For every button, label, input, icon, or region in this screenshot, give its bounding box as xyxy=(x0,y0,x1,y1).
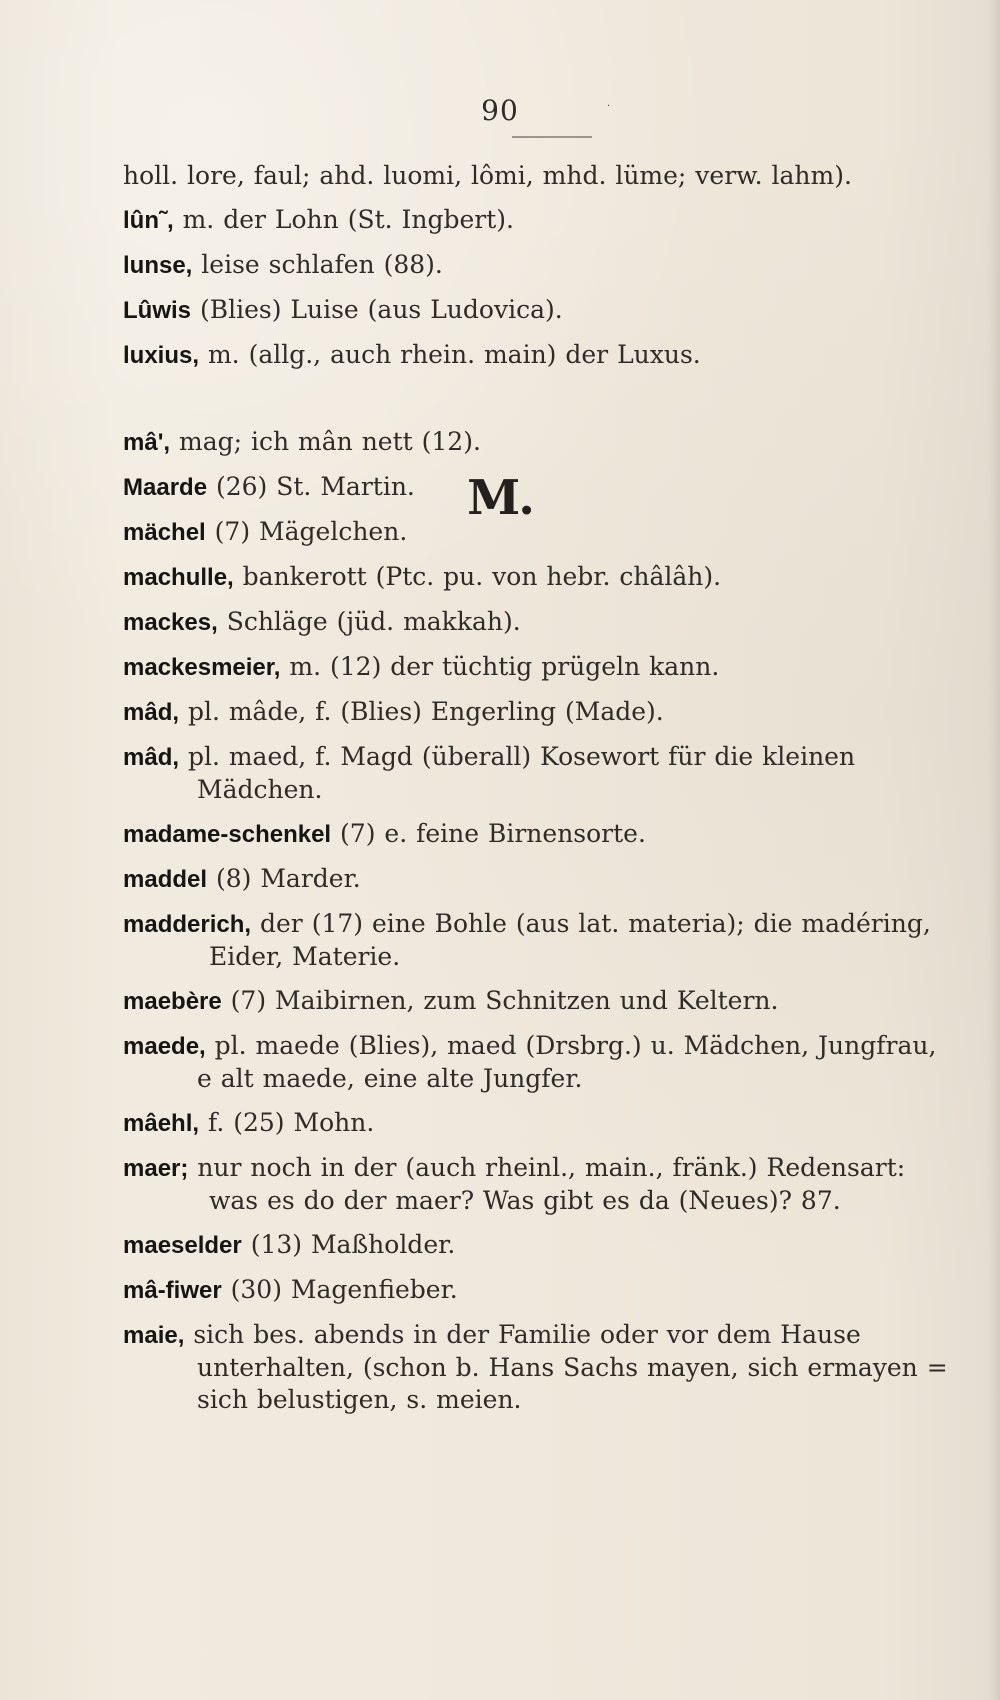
entry-line xyxy=(123,160,951,192)
entry-text: (13) Maßholder. xyxy=(241,1230,456,1259)
entry-text: (30) Magenfieber. xyxy=(221,1275,458,1304)
entry-text: Schläge (jüd. makkah). xyxy=(217,607,521,636)
headword: lunse, xyxy=(123,252,193,279)
entry-line xyxy=(123,1274,951,1307)
headword: madderich, xyxy=(123,911,252,938)
entry-line xyxy=(123,1152,951,1217)
entry-line xyxy=(123,204,951,237)
headword: mâd, xyxy=(123,699,180,726)
entry-line xyxy=(123,339,951,372)
headword: mackesmeier, xyxy=(123,654,281,681)
headword: mâ-fiwer xyxy=(123,1277,222,1304)
page-number: 90 xyxy=(481,94,519,127)
entry-line xyxy=(123,651,951,684)
headword: maeselder xyxy=(123,1232,242,1259)
entry-text: leise schlafen (88). xyxy=(192,250,443,279)
entry-line xyxy=(123,818,951,851)
entry-text: (7) e. feine Birnensorte. xyxy=(331,819,646,848)
entry-line xyxy=(123,741,951,806)
page-number-rule xyxy=(512,136,592,138)
headword: maie, xyxy=(123,1322,185,1349)
entry-text: bankerott (Ptc. pu. von hebr. châlâh). xyxy=(233,562,722,591)
entry-text: holl. lore, faul; ahd. luomi, lômi, mhd. lüme; verw. lahm). xyxy=(123,161,852,190)
headword: lûn˜, xyxy=(123,207,174,234)
headword: mächel xyxy=(123,519,206,546)
entry-text: sich bes. abends in der Familie oder vor dem Hause unterhalten, (schon b. Hans Sachs mayen, sich ermayen = sich belustigen, s. meien. xyxy=(184,1320,948,1414)
headword: maer; xyxy=(123,1155,189,1182)
headword: madame-schenkel xyxy=(123,821,332,848)
entry-text: nur noch in der (auch rheinl., main., fränk.) Redensart: was es do der maer? Was gibt es da (Neues)? 87. xyxy=(188,1153,906,1215)
entry-line xyxy=(123,426,951,459)
entry-line xyxy=(123,1319,951,1416)
entry-line xyxy=(123,863,951,896)
entry-line xyxy=(123,249,951,282)
headword: luxius, xyxy=(123,342,200,369)
entry-line xyxy=(123,985,951,1018)
headword: mâehl, xyxy=(123,1110,200,1137)
entry-text: (7) Maibirnen, zum Schnitzen und Keltern. xyxy=(221,986,779,1015)
entry-line xyxy=(123,908,951,973)
entry-text: (8) Marder. xyxy=(207,864,361,893)
headword: maddel xyxy=(123,866,208,893)
headword: Lûwis xyxy=(123,297,192,324)
headword: machulle, xyxy=(123,564,234,591)
entry-text: m. (12) der tüchtig prügeln kann. xyxy=(280,652,720,681)
entry-line xyxy=(123,1030,951,1095)
headword: mâd, xyxy=(123,744,180,771)
entry-line xyxy=(123,1107,951,1140)
entry-line xyxy=(123,606,951,639)
headword: maebère xyxy=(123,988,222,1015)
entry-text: m. (allg., auch rhein. main) der Luxus. xyxy=(199,340,701,369)
entry-text: m. der Lohn (St. Ingbert). xyxy=(173,205,514,234)
entry-text: pl. maed, f. Magd (überall) Kosewort für die kleinen Mädchen. xyxy=(179,742,856,804)
entry-text: pl. maede (Blies), maed (Drsbrg.) u. Mädchen, Jungfrau, e alt maede, eine alte Jungfer. xyxy=(197,1031,937,1093)
entry-text: mag; ich mân nett (12). xyxy=(170,427,481,456)
header-mark: · xyxy=(607,101,611,112)
entry-text: f. (25) Mohn. xyxy=(199,1108,375,1137)
entry-text: pl. mâde, f. (Blies) Engerling (Made). xyxy=(179,697,664,726)
entry-text: (26) St. Martin. xyxy=(207,472,415,501)
entry-line xyxy=(123,1229,951,1262)
headword: mâ', xyxy=(123,429,171,456)
page-content xyxy=(123,160,951,1428)
entry-line xyxy=(123,294,951,327)
entry-text: (7) Mägelchen. xyxy=(205,517,408,546)
section-letter: M. xyxy=(467,470,533,526)
entry-line xyxy=(123,561,951,594)
entry-line xyxy=(123,696,951,729)
headword: maede, xyxy=(123,1033,206,1060)
entry-text: (Blies) Luise (aus Ludovica). xyxy=(191,295,563,324)
entry-text: der (17) eine Bohle (aus lat. materia); die madéring, Eider, Materie. xyxy=(209,909,931,971)
headword: Maarde xyxy=(123,474,208,501)
headword: mackes, xyxy=(123,609,218,636)
